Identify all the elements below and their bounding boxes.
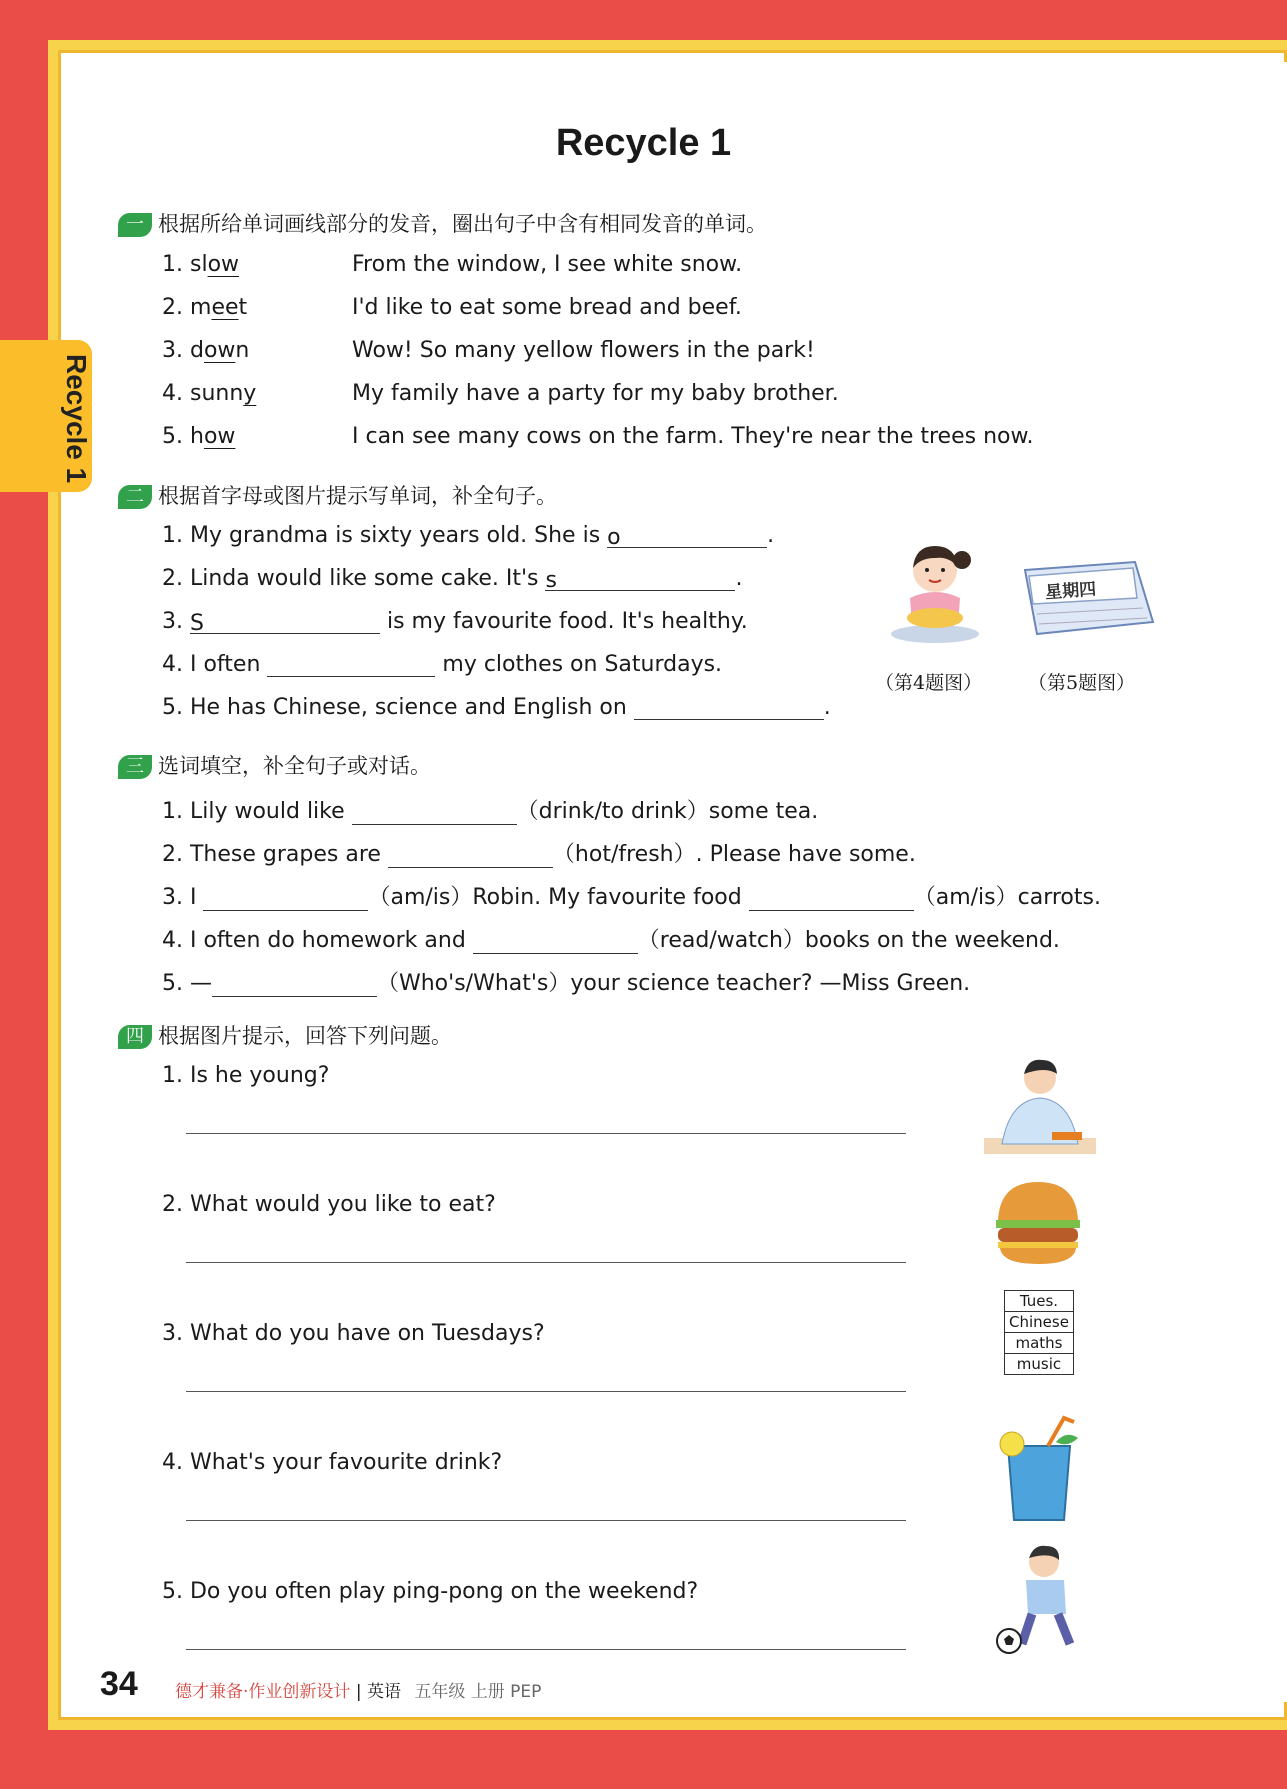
s4-question: 5. Do you often play ping-pong on the weekend? [162, 1579, 699, 1604]
item-number: 5. [162, 424, 183, 449]
answer-blank[interactable] [388, 845, 553, 868]
s1-item [162, 381, 839, 406]
s2-item: 5. He has Chinese, science and English on . [162, 695, 831, 720]
drink-glass-illustration [994, 1412, 1084, 1524]
page-number: 34 [100, 1665, 138, 1703]
side-tab-label: Recycle 1 [61, 354, 92, 484]
section-badge: 四 [118, 1025, 152, 1049]
s4-question: 1. Is he young? [162, 1063, 330, 1088]
page-title: Recycle 1 [555, 122, 732, 164]
answer-blank[interactable] [473, 931, 638, 954]
footer-brand: 德才兼备·作业创新设计 [175, 1682, 351, 1702]
section-instruction: 根据所给单词画线部分的发音，圈出句子中含有相同发音的单词。 [158, 212, 767, 236]
caption-5: （第5题图） [1028, 672, 1136, 694]
calendar-label: 星期四 [1044, 579, 1097, 604]
hamburger-illustration [990, 1178, 1086, 1266]
man-writing-illustration [980, 1052, 1100, 1156]
s3-item: 3. I （am/is）Robin. My favourite food （am/is）carrots. [162, 885, 1101, 910]
section-1-heading [118, 208, 767, 238]
answer-blank[interactable]: o [607, 525, 767, 548]
item-number: 4. [162, 381, 183, 406]
section-instruction: 选词填空，补全句子或对话。 [158, 754, 431, 778]
footer-subject: 英语 [366, 1682, 401, 1702]
answer-line[interactable] [186, 1391, 906, 1392]
s3-item: 5. — （Who's/What's）your science teacher? —Miss Green. [162, 971, 971, 996]
s2-item: 1. My grandma is sixty years old. She is o . [162, 523, 775, 550]
item-sentence: I can see many cows on the farm. They're near the trees now. [352, 424, 1034, 449]
s2-item: 4. I often my clothes on Saturdays. [162, 652, 723, 677]
item-sentence: My family have a party for my baby brother. [352, 381, 839, 406]
boy-playing-football-illustration [992, 1544, 1088, 1656]
section-3-heading [118, 750, 431, 780]
section-badge: 二 [118, 485, 152, 509]
section-4-heading [118, 1020, 452, 1050]
section-instruction: 根据图片提示，回答下列问题。 [158, 1024, 452, 1048]
answer-line[interactable] [186, 1649, 906, 1650]
item-sentence: From the window, I see white snow. [352, 252, 743, 277]
answer-blank[interactable]: S [190, 611, 380, 634]
answer-line[interactable] [186, 1520, 906, 1521]
side-tab [0, 340, 92, 492]
s3-item: 2. These grapes are （hot/fresh）. Please have some. [162, 842, 916, 867]
footer-text [175, 1677, 541, 1702]
section-badge: 三 [118, 755, 152, 779]
s1-item [162, 295, 742, 320]
footer-sep: | [355, 1682, 362, 1702]
timetable-cell: Chinese [1005, 1312, 1074, 1333]
footer-info: 五年级 上册 PEP [414, 1682, 542, 1702]
s2-item: 3. S is my favourite food. It's healthy. [162, 609, 748, 636]
item-word: sunny [190, 381, 257, 406]
item-word: down [190, 338, 250, 363]
calendar-thursday-illustration [1015, 558, 1155, 642]
caption-4: （第4题图） [875, 672, 983, 694]
answer-blank[interactable]: s [545, 568, 735, 591]
timetable [1004, 1290, 1074, 1375]
item-word: slow [190, 252, 240, 277]
s2-item: 2. Linda would like some cake. It's s . [162, 566, 743, 593]
s1-item [162, 338, 815, 363]
answer-blank[interactable] [203, 888, 368, 911]
item-sentence: I'd like to eat some bread and beef. [352, 295, 742, 320]
item-sentence: Wow! So many yellow flowers in the park! [352, 338, 815, 363]
item-word: meet [190, 295, 248, 320]
section-instruction: 根据首字母或图片提示写单词，补全句子。 [158, 484, 557, 508]
s4-question: 4. What's your favourite drink? [162, 1450, 503, 1475]
section-2-heading [118, 480, 557, 510]
s1-item [162, 424, 1034, 449]
s3-item: 1. Lily would like （drink/to drink）some tea. [162, 799, 819, 824]
timetable-cell: Tues. [1005, 1291, 1074, 1312]
item-word: how [190, 424, 236, 449]
s3-item: 4. I often do homework and （read/watch）books on the weekend. [162, 928, 1060, 953]
answer-blank[interactable] [749, 888, 914, 911]
item-number: 3. [162, 338, 183, 363]
girl-eating-illustration [880, 538, 990, 648]
item-number: 2. [162, 295, 183, 320]
answer-line[interactable] [186, 1262, 906, 1263]
item-number: 1. [162, 252, 183, 277]
answer-blank[interactable] [212, 974, 377, 997]
answer-blank[interactable] [634, 697, 824, 720]
answer-blank[interactable] [352, 802, 517, 825]
s4-question: 3. What do you have on Tuesdays? [162, 1321, 545, 1346]
timetable-cell: maths [1005, 1333, 1074, 1354]
timetable-cell: music [1005, 1354, 1074, 1375]
answer-line[interactable] [186, 1133, 906, 1134]
s4-question: 2. What would you like to eat? [162, 1192, 496, 1217]
answer-blank[interactable] [267, 654, 435, 677]
section-badge: 一 [118, 213, 152, 237]
s1-item [162, 252, 743, 277]
